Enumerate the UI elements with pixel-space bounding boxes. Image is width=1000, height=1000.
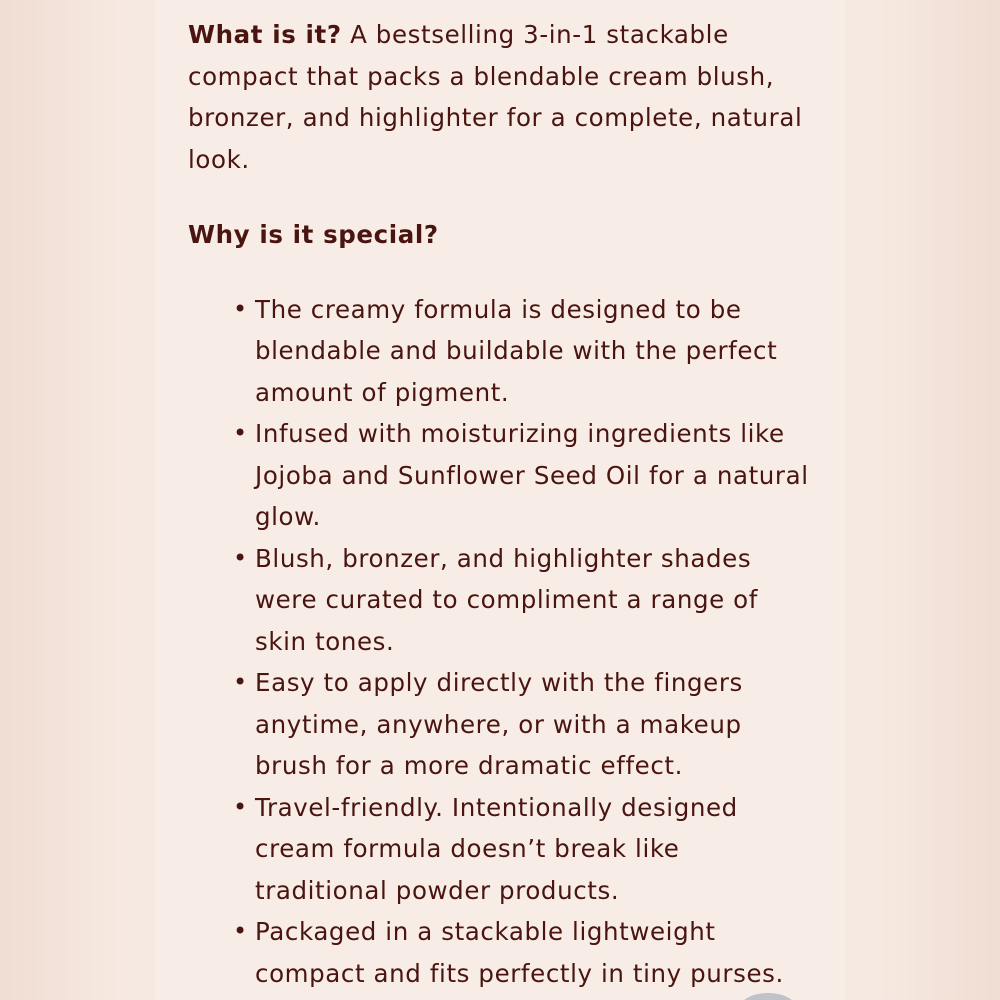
list-item xyxy=(188,662,810,787)
bullet-icon: • xyxy=(233,543,248,572)
features-list xyxy=(188,289,818,995)
bullet-icon: • xyxy=(233,668,248,696)
list-item xyxy=(188,413,810,538)
why-special-heading: Why is it special? xyxy=(188,220,439,249)
what-is-it-text: A bestselling 3-in-1 stackable compact that packs a blendable cream blush, bronzer, and highlighter for a complete, natural look. xyxy=(188,20,803,174)
what-is-it-paragraph xyxy=(188,14,808,180)
bullet-icon: • xyxy=(233,792,248,821)
list-item xyxy=(188,538,810,663)
product-description xyxy=(188,14,818,994)
list-item-text: Packaged in a stackable lightweight compact and fits perfectly in tiny purses. xyxy=(255,917,784,988)
list-item-text: Travel-friendly. Intentionally designed cream formula doesn’t break like traditional powder products. xyxy=(255,792,738,905)
list-item xyxy=(188,911,810,994)
list-item-text: The creamy formula is designed to be blendable and buildable with the perfect amount of pigment. xyxy=(255,294,778,407)
list-item xyxy=(188,787,810,912)
bullet-icon: • xyxy=(233,294,248,323)
list-item-text: Infused with moisturizing ingredients like Jojoba and Sunflower Seed Oil for a natural glow. xyxy=(255,419,809,531)
list-item xyxy=(188,289,810,414)
bullet-icon: • xyxy=(233,419,248,447)
what-is-it-label: What is it? xyxy=(188,20,342,49)
list-item-text: Blush, bronzer, and highlighter shades were curated to compliment a range of skin tones. xyxy=(255,543,758,656)
bullet-icon: • xyxy=(233,917,248,945)
list-item-text: Easy to apply directly with the fingers anytime, anywhere, or with a makeup brush for a more dramatic effect. xyxy=(255,668,743,780)
